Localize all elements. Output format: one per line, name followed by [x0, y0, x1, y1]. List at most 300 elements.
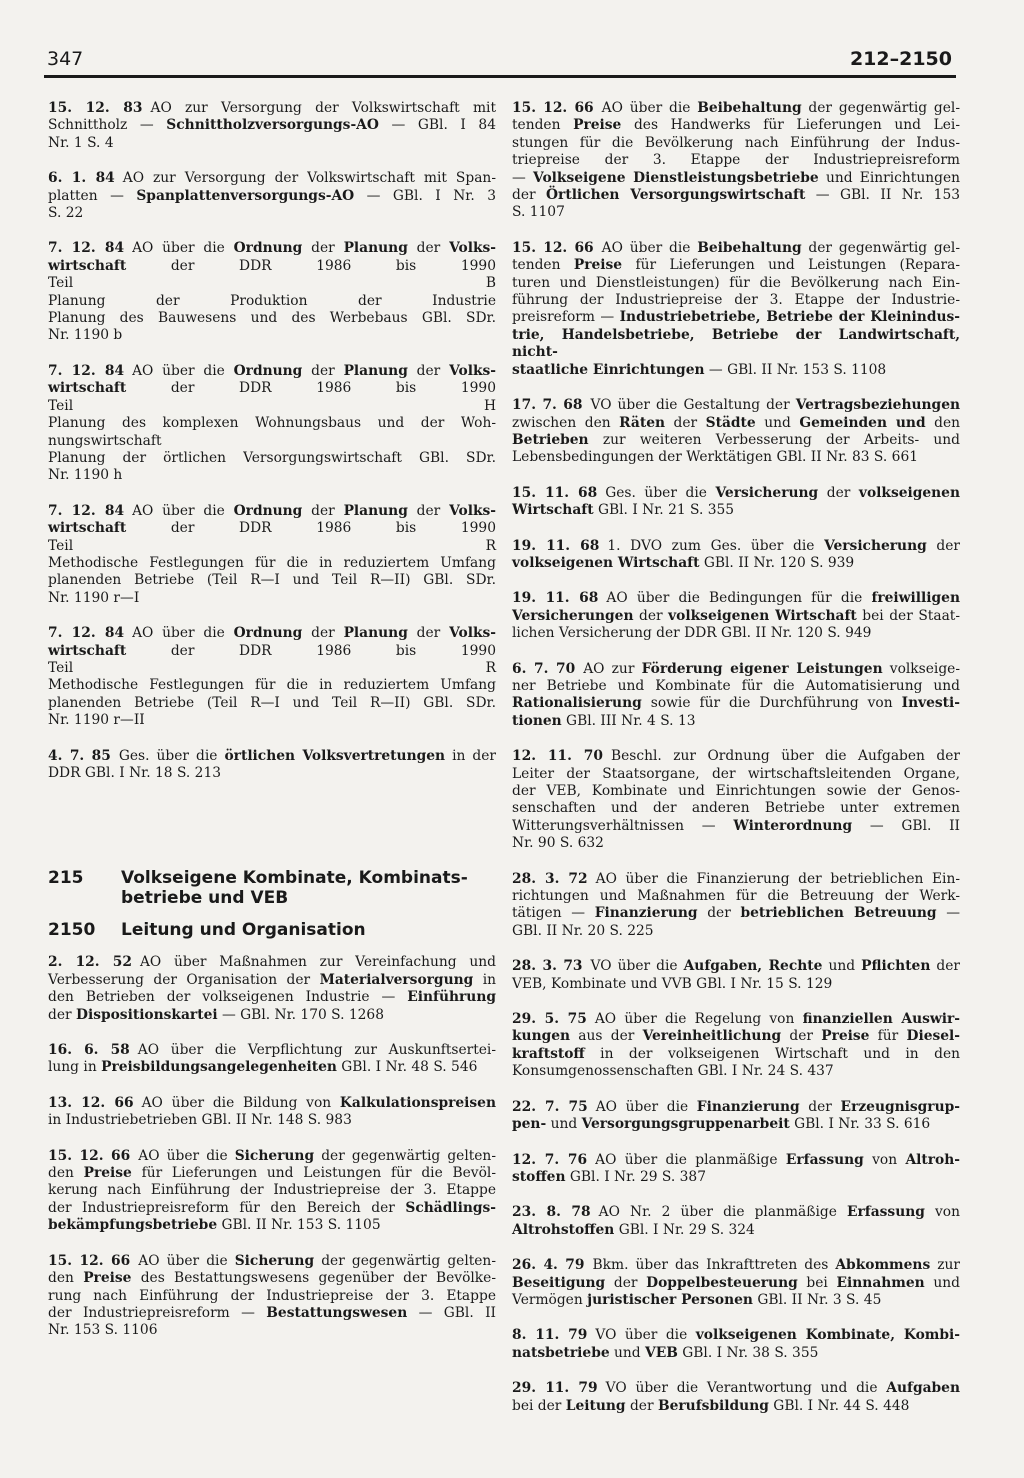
- register-entry: [48, 625, 496, 729]
- entry-line: [48, 1148, 496, 1165]
- entry-keyword: Versicherungen: [512, 607, 634, 624]
- entry-text: der: [697, 905, 741, 922]
- left-entries-bottom: [48, 954, 496, 1339]
- entry-keyword: Rationalisierung: [512, 695, 642, 712]
- entry-line: [512, 1204, 960, 1221]
- entry-text: in der volkseigenen Wirtschaft und in den: [584, 1045, 960, 1062]
- entry-keyword: Planung: [343, 502, 408, 519]
- register-entry: [512, 1204, 960, 1239]
- entry-text: der: [407, 502, 450, 519]
- entry-line: [512, 905, 960, 922]
- entry-line: [48, 240, 496, 257]
- entry-keyword: Finanzierung: [696, 1098, 800, 1115]
- entry-text: AO über die: [132, 362, 234, 379]
- entry-text: der Industriepreisreform —: [48, 1304, 267, 1321]
- entry-text: Methodische Festlegungen für die in reduziertem Umfang: [48, 677, 496, 694]
- entry-text: VO über die: [590, 958, 684, 975]
- entry-text: tenden: [512, 117, 574, 134]
- right-column: [512, 100, 960, 1433]
- entry-line: [48, 538, 496, 555]
- entry-line: [512, 502, 960, 519]
- entry-keyword: Aufgaben: [886, 1380, 960, 1397]
- section-number-215: 215: [48, 868, 84, 889]
- entry-line: [512, 1046, 960, 1063]
- entry-date: 29. 5. 75: [512, 1011, 587, 1028]
- entry-line: [48, 555, 496, 572]
- entry-text: kerung nach Einführung der Industriepreise der 3. Etappe: [48, 1182, 496, 1199]
- entry-line: [512, 538, 960, 555]
- entry-line: [48, 1095, 496, 1112]
- entry-line: [48, 433, 496, 450]
- entry-text: ner Betriebe und Kombinate für die Automatisierung und: [512, 677, 960, 694]
- entry-line: [48, 205, 496, 222]
- entry-keyword: Sicherung: [234, 1147, 315, 1164]
- entry-text: der DDR 1986 bis 1990: [126, 520, 496, 537]
- entry-text: Nr. 1190 h: [48, 467, 123, 484]
- entry-date: 15. 12. 83: [48, 100, 143, 116]
- register-entry: [512, 661, 960, 731]
- entry-text: AO zur: [583, 660, 642, 677]
- register-entry: [512, 1099, 960, 1134]
- entry-text: Teil B: [48, 275, 496, 292]
- entry-keyword: wirtschaft: [48, 520, 127, 537]
- entry-text: führung der Industriepreise der 3. Etappe der Industrie-: [512, 292, 960, 309]
- entry-keyword: Volks-: [449, 625, 497, 642]
- register-entry: [512, 871, 960, 941]
- entry-text: turen und Dienstleistungen) für die Bevölkerung nach Ein-: [512, 274, 960, 291]
- entry-line: [512, 888, 960, 905]
- entry-keyword: betrieblichen Betreuung: [740, 905, 937, 922]
- entry-keyword: Ordnung: [233, 625, 303, 642]
- header-rule: [44, 75, 956, 78]
- entry-keyword: Altrohstoffen: [512, 1221, 615, 1238]
- entry-line: [48, 590, 496, 607]
- entry-line: [512, 415, 960, 432]
- entry-date: 7. 12. 84: [48, 362, 125, 379]
- entry-keyword: bekämpfungsbetriebe: [48, 1217, 218, 1234]
- entry-line: [48, 327, 496, 344]
- entry-text: der: [48, 1006, 76, 1023]
- entry-keyword: Diesel-: [906, 1028, 960, 1045]
- entry-line: [512, 818, 960, 835]
- entry-date: 6. 1. 84: [48, 170, 115, 187]
- entry-text: AO über die Bildung von: [141, 1094, 340, 1111]
- entry-keyword: Vertragsbeziehungen: [795, 397, 960, 414]
- entry-text: DDR GBl. I Nr. 18 S. 213: [48, 765, 222, 781]
- entry-date: 13. 12. 66: [48, 1094, 134, 1111]
- entry-date: 17. 7. 68: [512, 397, 583, 414]
- entry-keyword: Beibehaltung: [697, 100, 802, 116]
- entry-line: [48, 1305, 496, 1322]
- entry-text: nungswirtschaft: [48, 432, 162, 449]
- entry-text: AO über die: [138, 1147, 235, 1164]
- entry-line: [512, 1099, 960, 1116]
- entry-keyword: wirtschaft: [48, 642, 127, 659]
- entry-keyword: Erzeugnisgrup-: [840, 1098, 960, 1115]
- entry-line: [512, 871, 960, 888]
- entry-line: [512, 1292, 960, 1309]
- entry-text: der DDR 1986 bis 1990: [126, 380, 496, 397]
- entry-text: —: [936, 905, 960, 922]
- entry-text: Nr. 1190 b: [48, 327, 123, 344]
- entry-keyword: Winterordnung: [733, 817, 853, 834]
- entry-line: [512, 835, 960, 852]
- entry-line: [48, 625, 496, 642]
- entry-text: AO über die: [132, 625, 234, 642]
- entry-keyword: Altroh-: [905, 1151, 961, 1168]
- entry-keyword: volkseigenen Wirtschaft: [668, 607, 857, 624]
- entry-text: Witterungsverhältnissen —: [512, 817, 734, 834]
- entry-keyword: Versicherung: [715, 484, 819, 501]
- entry-line: [48, 712, 496, 729]
- entry-text: 1. DVO zum Ges. über die: [607, 537, 825, 554]
- entry-text: Teil R: [48, 537, 496, 554]
- entry-keyword: natsbetriebe: [512, 1344, 610, 1361]
- register-entry: [48, 170, 496, 222]
- entry-date: 15. 12. 66: [512, 100, 594, 116]
- entry-text: der: [781, 1028, 822, 1045]
- register-entry: [48, 363, 496, 485]
- section-heading-215: [48, 868, 496, 908]
- entry-line: [512, 275, 960, 292]
- entry-line: [512, 135, 960, 152]
- entry-line: [512, 800, 960, 817]
- entry-line: [48, 188, 496, 205]
- entry-keyword: tionen: [512, 712, 562, 729]
- entry-keyword: Ordnung: [233, 240, 303, 257]
- entry-keyword: Preise: [83, 1270, 132, 1287]
- register-entry: [512, 590, 960, 642]
- entry-text: — GBl. I 84: [378, 117, 496, 134]
- entry-keyword: kraftstoff: [512, 1045, 585, 1062]
- entry-text: preisreform —: [512, 309, 620, 326]
- entry-line: [48, 748, 496, 765]
- entry-text: für Lieferungen und Leistungen für die Bevöl-: [131, 1165, 496, 1182]
- entry-text: der: [407, 240, 450, 257]
- register-entry: [512, 100, 960, 222]
- entry-line: [512, 117, 960, 134]
- entry-line: [48, 258, 496, 275]
- entry-text: in der: [445, 747, 496, 764]
- entry-keyword: staatliche Einrichtungen: [512, 361, 705, 378]
- entry-line: [48, 954, 496, 971]
- entry-text: GBl. I Nr. 33 S. 616: [789, 1116, 931, 1133]
- entry-line: [48, 765, 496, 782]
- entry-date: 12. 11. 70: [512, 748, 603, 765]
- entry-keyword: volkseigenen Wirtschaft: [512, 554, 700, 571]
- entry-text: der gegenwärtig gel-: [801, 100, 960, 116]
- entry-keyword: örtlichen Volksvertretungen: [224, 747, 446, 764]
- entry-text: AO über die: [601, 239, 698, 256]
- section-number-2150: 2150: [48, 920, 96, 941]
- entry-text: AO über die planmäßige: [595, 1151, 786, 1168]
- entry-line: [48, 310, 496, 327]
- entry-date: 16. 6. 58: [48, 1042, 130, 1059]
- entry-keyword: Berufsbildung: [657, 1397, 769, 1414]
- entry-line: [512, 695, 960, 712]
- entry-text: und: [822, 958, 862, 975]
- register-entry: [48, 503, 496, 607]
- entry-keyword: Förderung eigener Leistungen: [641, 660, 883, 677]
- right-entries: [512, 100, 960, 1415]
- entry-text: der: [633, 607, 669, 624]
- entry-line: [512, 661, 960, 678]
- entry-text: Ges. über die: [118, 747, 225, 764]
- entry-line: [48, 1322, 496, 1339]
- register-entry: [48, 100, 496, 152]
- entry-date: 28. 3. 73: [512, 958, 583, 975]
- entry-text: Beschl. zur Ordnung über die Aufgaben der: [611, 748, 960, 765]
- entry-keyword: VEB: [645, 1344, 678, 1361]
- entry-text: in: [473, 971, 496, 988]
- entry-keyword: finanziellen Auswir-: [802, 1011, 960, 1028]
- entry-line: [512, 1275, 960, 1292]
- register-entry: [48, 1095, 496, 1130]
- entry-text: Planung des Bauwesens und des Werbebaus GBl. SDr.: [48, 310, 496, 327]
- entry-text: aus der: [570, 1028, 643, 1045]
- entry-line: [48, 1042, 496, 1059]
- entry-keyword: Volks-: [449, 240, 497, 257]
- entry-text: der: [605, 1274, 647, 1291]
- register-entry: [512, 1380, 960, 1415]
- entry-text: Planung der örtlichen Versorgungswirtschaft GBl. SDr.: [48, 449, 496, 466]
- entry-line: [512, 748, 960, 765]
- entry-keyword: Abkommens: [835, 1257, 931, 1274]
- entry-text: der DDR 1986 bis 1990: [126, 257, 496, 274]
- entry-text: — GBl. II Nr. 153: [805, 187, 960, 204]
- entry-date: 26. 4. 79: [512, 1257, 585, 1274]
- entry-keyword: Schnittholzversorgungs-AO: [166, 117, 379, 134]
- entry-text: Teil R: [48, 659, 496, 676]
- entry-text: zur: [930, 1257, 961, 1274]
- register-entry: [512, 538, 960, 573]
- entry-date: 23. 8. 78: [512, 1204, 591, 1221]
- entry-text: AO über die: [601, 100, 698, 116]
- entry-line: [48, 972, 496, 989]
- entry-line: [48, 398, 496, 415]
- entry-text: S. 22: [48, 205, 84, 222]
- register-entry: [512, 397, 960, 467]
- entry-keyword: Preise: [573, 257, 623, 274]
- entry-text: der: [512, 187, 547, 204]
- entry-line: [512, 292, 960, 309]
- entry-text: Schnittholz —: [48, 117, 167, 134]
- entry-text: VO über die: [595, 1327, 696, 1344]
- entry-line: [512, 625, 960, 642]
- entry-text: lichen Versicherung der DDR GBl. II Nr. 120 S. 949: [512, 625, 872, 642]
- entry-line: [48, 572, 496, 589]
- entry-keyword: Städte: [705, 414, 756, 431]
- left-column: [48, 100, 496, 1358]
- entry-keyword: volkseigenen: [858, 484, 960, 501]
- entry-text: platten —: [48, 187, 137, 204]
- entry-line: [512, 1169, 960, 1186]
- entry-keyword: Versicherung: [824, 537, 927, 554]
- entry-text: senschaften und der anderen Betriebe unter extremen: [512, 800, 960, 817]
- entry-text: zur weiteren Verbesserung der Arbeits- und: [588, 431, 960, 448]
- entry-keyword: Wirtschaft: [512, 502, 594, 519]
- entry-text: Ges. über die: [605, 484, 716, 501]
- entry-line: [48, 100, 496, 117]
- register-entry: [512, 485, 960, 520]
- entry-date: 7. 12. 84: [48, 240, 125, 257]
- entry-date: 2. 12. 52: [48, 954, 132, 971]
- entry-date: 19. 11. 68: [512, 590, 599, 607]
- entry-text: Vermögen: [512, 1291, 588, 1308]
- entry-text: der gegenwärtig gelten-: [314, 1252, 496, 1269]
- entry-line: [512, 608, 960, 625]
- register-entry: [48, 1253, 496, 1340]
- entry-text: der gegenwärtig gelten-: [314, 1147, 496, 1164]
- entry-keyword: Preise: [821, 1028, 870, 1045]
- register-entry: [512, 1152, 960, 1187]
- entry-text: AO über die: [132, 502, 234, 519]
- entry-keyword: Schädlings-: [405, 1199, 496, 1216]
- entry-text: — GBl. I Nr. 3: [354, 187, 496, 204]
- entry-line: [512, 1327, 960, 1344]
- entry-date: 7. 12. 84: [48, 625, 125, 642]
- entry-line: [48, 1182, 496, 1199]
- entry-text: und Einrichtungen: [818, 169, 960, 186]
- entry-keyword: Beibehaltung: [697, 239, 802, 256]
- entry-text: der gegenwärtig gel-: [801, 239, 960, 256]
- register-entry: [48, 748, 496, 783]
- entry-text: der: [625, 1397, 658, 1414]
- entry-text: — GBl. Nr. 170 S. 1268: [217, 1006, 384, 1023]
- entry-date: 7. 12. 84: [48, 502, 125, 519]
- entry-keyword: Spanplattenversorgungs-AO: [136, 187, 355, 204]
- entry-date: 4. 7. 85: [48, 747, 111, 764]
- entry-text: GBl. I Nr. 29 S. 387: [565, 1168, 706, 1185]
- page-number: 347: [47, 48, 84, 70]
- entry-text: des Bestattungswesens gegenüber der Bevölke-: [131, 1270, 496, 1287]
- entry-line: [512, 240, 960, 257]
- entry-keyword: Volks-: [449, 502, 497, 519]
- entry-line: [512, 713, 960, 730]
- entry-text: AO über die Regelung von: [594, 1011, 803, 1028]
- entry-date: 28. 3. 72: [512, 870, 588, 887]
- entry-line: [48, 415, 496, 432]
- entry-text: stungen für die Bevölkerung nach Einführung der Indus-: [512, 134, 960, 151]
- entry-text: Bkm. über das Inkrafttreten des: [592, 1257, 836, 1274]
- entry-line: [48, 1112, 496, 1129]
- entry-text: Nr. 153 S. 1106: [48, 1322, 158, 1339]
- entry-line: [512, 1222, 960, 1239]
- entry-date: 15. 11. 68: [512, 484, 598, 501]
- entry-text: Teil H: [48, 397, 496, 414]
- entry-text: AO Nr. 2 über die planmäßige: [598, 1204, 847, 1221]
- entry-text: AO über die Verpflichtung zur Auskunftsertei-: [137, 1042, 497, 1059]
- entry-text: AO über die: [138, 1252, 235, 1269]
- entry-text: planenden Betriebe (Teil R—I und Teil R—II) GBl. SDr.: [48, 572, 496, 589]
- entry-text: GBl. I Nr. 38 S. 355: [677, 1344, 819, 1361]
- entry-keyword: Leitung: [565, 1397, 626, 1414]
- section-title-2150: Leitung und Organisation: [121, 920, 366, 941]
- entry-line: [512, 152, 960, 169]
- entry-line: [512, 590, 960, 607]
- entry-line: [48, 275, 496, 292]
- register-entry: [48, 1042, 496, 1077]
- entry-keyword: wirtschaft: [48, 380, 127, 397]
- entry-text: Nr. 1190 r—II: [48, 712, 145, 729]
- entry-line: [48, 520, 496, 537]
- entry-text: der Industriepreisreform für den Bereich der: [48, 1199, 406, 1216]
- entry-line: [48, 450, 496, 467]
- section-heading-2150: [48, 920, 496, 940]
- entry-keyword: freiwilligen: [871, 590, 960, 607]
- entry-text: von: [924, 1204, 960, 1221]
- entry-line: [48, 293, 496, 310]
- entry-keyword: Ordnung: [233, 362, 303, 379]
- entry-text: für Lieferungen und Leistungen (Repara-: [622, 257, 960, 274]
- entry-text: der DDR 1986 bis 1990: [126, 642, 496, 659]
- entry-line: [512, 170, 960, 187]
- entry-text: tätigen —: [512, 905, 595, 922]
- entry-text: bei der: [512, 1397, 566, 1414]
- entry-line: [48, 1165, 496, 1182]
- entry-text: — GBl. II Nr. 153 S. 1108: [704, 361, 887, 378]
- entry-keyword: Kalkulationspreisen: [339, 1094, 496, 1111]
- register-entry: [48, 1148, 496, 1235]
- entry-text: rung nach Einführung der Industriepreise der 3. Etappe: [48, 1287, 496, 1304]
- entry-keyword: stoffen: [512, 1168, 566, 1185]
- entry-text: GBl. II Nr. 120 S. 939: [699, 554, 855, 571]
- entry-line: [48, 363, 496, 380]
- entry-line: [512, 362, 960, 379]
- entry-line: [512, 678, 960, 695]
- entry-keyword: Planung: [343, 362, 408, 379]
- entry-text: GBl. I Nr. 44 S. 448: [768, 1397, 910, 1414]
- entry-text: AO zur Versorgung der Volkswirtschaft mit: [150, 100, 496, 116]
- entry-line: [48, 660, 496, 677]
- entry-text: und: [609, 1344, 645, 1361]
- section-code: 212–2150: [849, 48, 952, 70]
- entry-text: Lebensbedingungen der Werktätigen GBl. II Nr. 83 S. 661: [512, 449, 918, 466]
- entry-text: volkseige-: [882, 660, 960, 677]
- entry-line: [48, 467, 496, 484]
- entry-line: [512, 1345, 960, 1362]
- entry-keyword: Örtlichen Versorgungswirtschaft: [546, 187, 806, 204]
- entry-line: [512, 555, 960, 572]
- entry-text: Konsumgenossenschaften GBl. I Nr. 24 S. 437: [512, 1063, 834, 1080]
- entry-line: [512, 1398, 960, 1415]
- entry-text: GBl. II Nr. 153 S. 1105: [217, 1217, 381, 1234]
- entry-keyword: Beseitigung: [512, 1274, 606, 1291]
- entry-date: 15. 12. 66: [48, 1252, 131, 1269]
- entry-keyword: Aufgaben, Rechte: [683, 958, 823, 975]
- entry-text: der: [302, 502, 344, 519]
- entry-text: und: [546, 1116, 582, 1133]
- entry-text: von: [863, 1151, 906, 1168]
- entry-text: Leiter der Staatsorgane, der wirtschaftsleitenden Organe,: [512, 765, 960, 782]
- entry-keyword: Dispositionskartei: [75, 1006, 218, 1023]
- register-entry: [512, 1011, 960, 1081]
- register-entry: [512, 748, 960, 852]
- entry-line: [512, 100, 960, 117]
- entry-line: [512, 1011, 960, 1028]
- entry-date: 19. 11. 68: [512, 537, 600, 554]
- entry-date: 6. 7. 70: [512, 660, 576, 677]
- entry-line: [512, 1257, 960, 1274]
- entry-text: der: [302, 625, 344, 642]
- entry-line: [48, 989, 496, 1006]
- entry-keyword: Sicherung: [234, 1252, 315, 1269]
- entry-line: [512, 1063, 960, 1080]
- entry-text: der: [930, 958, 961, 975]
- register-entry: [512, 1327, 960, 1362]
- entry-text: der: [407, 625, 450, 642]
- section-title-215-line1: Volkseigene Kombinate, Kombinats-: [121, 868, 468, 889]
